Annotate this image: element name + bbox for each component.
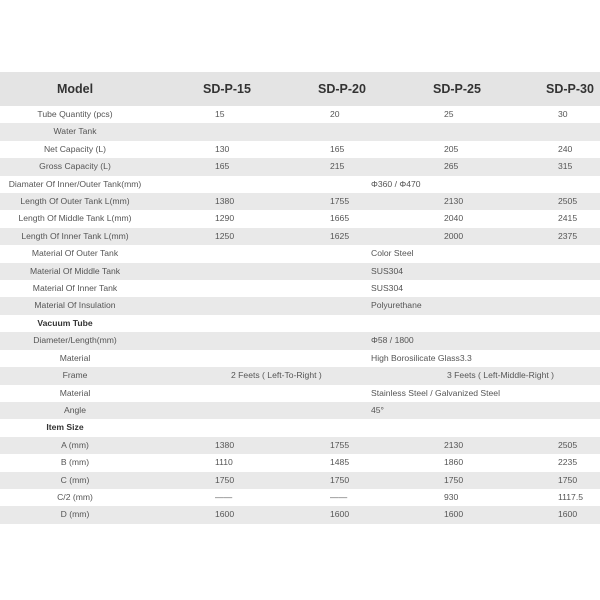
row-label: Tube Quantity (pcs) <box>0 106 167 123</box>
cell-value: 215 <box>282 158 397 175</box>
cell-value <box>512 123 600 140</box>
cell-value: 265 <box>397 158 512 175</box>
row-label: Material Of Middle Tank <box>0 263 167 280</box>
row-label: C/2 (mm) <box>0 489 167 506</box>
table-row <box>0 193 600 210</box>
row-label: Material Of Outer Tank <box>0 245 167 262</box>
table-row <box>0 176 600 193</box>
empty-cell <box>167 419 600 436</box>
cell-value: 2130 <box>397 437 512 454</box>
table-row <box>0 210 600 227</box>
cell-value: 205 <box>397 141 512 158</box>
model-sd-p-15: SD-P-15 <box>167 72 282 106</box>
cell-value-span: SUS304 <box>167 280 600 297</box>
row-label: C (mm) <box>0 472 167 489</box>
table-row <box>0 367 600 384</box>
spec-body <box>0 106 600 524</box>
table-row <box>0 402 600 419</box>
cell-value: 1117.5 <box>512 489 600 506</box>
cell-value: 2040 <box>397 210 512 227</box>
table-row <box>0 263 600 280</box>
cell-value-span: Φ58 / 1800 <box>167 332 600 349</box>
table-row <box>0 472 600 489</box>
cell-value: 930 <box>397 489 512 506</box>
cell-value-span: Polyurethane <box>167 297 600 314</box>
row-label: Diamater Of Inner/Outer Tank(mm) <box>0 176 167 193</box>
cell-value: 15 <box>167 106 282 123</box>
table-row <box>0 350 600 367</box>
cell-value: 2000 <box>397 228 512 245</box>
spec-table <box>0 72 600 524</box>
cell-value: 1750 <box>512 472 600 489</box>
table-row <box>0 106 600 123</box>
cell-value-span: 45° <box>167 402 600 419</box>
cell-value: 1600 <box>512 506 600 523</box>
cell-value-half: 2 Feets ( Left-To-Right ) <box>167 367 397 384</box>
table-row <box>0 454 600 471</box>
model-sd-p-25: SD-P-25 <box>397 72 512 106</box>
cell-value: 315 <box>512 158 600 175</box>
table-row <box>0 506 600 523</box>
table-row <box>0 419 600 436</box>
cell-value: 30 <box>512 106 600 123</box>
empty-cell <box>167 315 600 332</box>
cell-value-half: 3 Feets ( Left-Middle-Right ) <box>397 367 600 384</box>
row-label: Net Capacity (L) <box>0 141 167 158</box>
row-label: Length Of Outer Tank L(mm) <box>0 193 167 210</box>
table-row <box>0 489 600 506</box>
table-row <box>0 228 600 245</box>
cell-value: 165 <box>282 141 397 158</box>
cell-value: 1380 <box>167 437 282 454</box>
cell-value: 2505 <box>512 193 600 210</box>
cell-value: 1110 <box>167 454 282 471</box>
cell-value: 1755 <box>282 437 397 454</box>
model-sd-p-30: SD-P-30 <box>512 72 600 106</box>
cell-value: 1625 <box>282 228 397 245</box>
header-row <box>0 72 600 106</box>
row-label: Length Of Middle Tank L(mm) <box>0 210 167 227</box>
cell-value: 1600 <box>167 506 282 523</box>
cell-value: 2415 <box>512 210 600 227</box>
table-row <box>0 123 600 140</box>
table-row <box>0 437 600 454</box>
table-row <box>0 280 600 297</box>
model-sd-p-20: SD-P-20 <box>282 72 397 106</box>
cell-value: 130 <box>167 141 282 158</box>
cell-value: 1600 <box>397 506 512 523</box>
cell-value: 240 <box>512 141 600 158</box>
cell-value <box>397 123 512 140</box>
table-row <box>0 385 600 402</box>
cell-value: —— <box>282 489 397 506</box>
cell-value: 2505 <box>512 437 600 454</box>
cell-value: —— <box>167 489 282 506</box>
row-label: Gross Capacity (L) <box>0 158 167 175</box>
cell-value: 1250 <box>167 228 282 245</box>
cell-value-span: Stainless Steel / Galvanized Steel <box>167 385 600 402</box>
cell-value: 2130 <box>397 193 512 210</box>
table-row <box>0 297 600 314</box>
cell-value-span: High Borosilicate Glass3.3 <box>167 350 600 367</box>
cell-value: 1750 <box>167 472 282 489</box>
row-label: Frame <box>0 367 167 384</box>
row-label: Material <box>0 350 167 367</box>
cell-value: 20 <box>282 106 397 123</box>
model-header: Model <box>0 72 167 106</box>
row-label: Material Of Inner Tank <box>0 280 167 297</box>
cell-value-span: SUS304 <box>167 263 600 280</box>
row-label: Material <box>0 385 167 402</box>
row-label: Diameter/Length(mm) <box>0 332 167 349</box>
section-label: Vacuum Tube <box>0 315 167 332</box>
cell-value <box>167 123 282 140</box>
cell-value: 2235 <box>512 454 600 471</box>
row-label: Length Of Inner Tank L(mm) <box>0 228 167 245</box>
row-label: A (mm) <box>0 437 167 454</box>
table-row <box>0 158 600 175</box>
cell-value: 2375 <box>512 228 600 245</box>
row-label: Angle <box>0 402 167 419</box>
cell-value: 1600 <box>282 506 397 523</box>
cell-value: 1755 <box>282 193 397 210</box>
table-row <box>0 141 600 158</box>
row-label: Material Of Insulation <box>0 297 167 314</box>
cell-value: 165 <box>167 158 282 175</box>
cell-value: 1380 <box>167 193 282 210</box>
cell-value: 1860 <box>397 454 512 471</box>
cell-value-span: Φ360 / Φ470 <box>167 176 600 193</box>
table-row <box>0 332 600 349</box>
row-label: D (mm) <box>0 506 167 523</box>
cell-value: 25 <box>397 106 512 123</box>
section-label: Item Size <box>0 419 167 436</box>
cell-value-span: Color Steel <box>167 245 600 262</box>
cell-value: 1750 <box>282 472 397 489</box>
cell-value <box>282 123 397 140</box>
cell-value: 1750 <box>397 472 512 489</box>
table-row <box>0 245 600 262</box>
row-label: Water Tank <box>0 123 167 140</box>
row-label: B (mm) <box>0 454 167 471</box>
cell-value: 1290 <box>167 210 282 227</box>
cell-value: 1485 <box>282 454 397 471</box>
cell-value: 1665 <box>282 210 397 227</box>
table-row <box>0 315 600 332</box>
